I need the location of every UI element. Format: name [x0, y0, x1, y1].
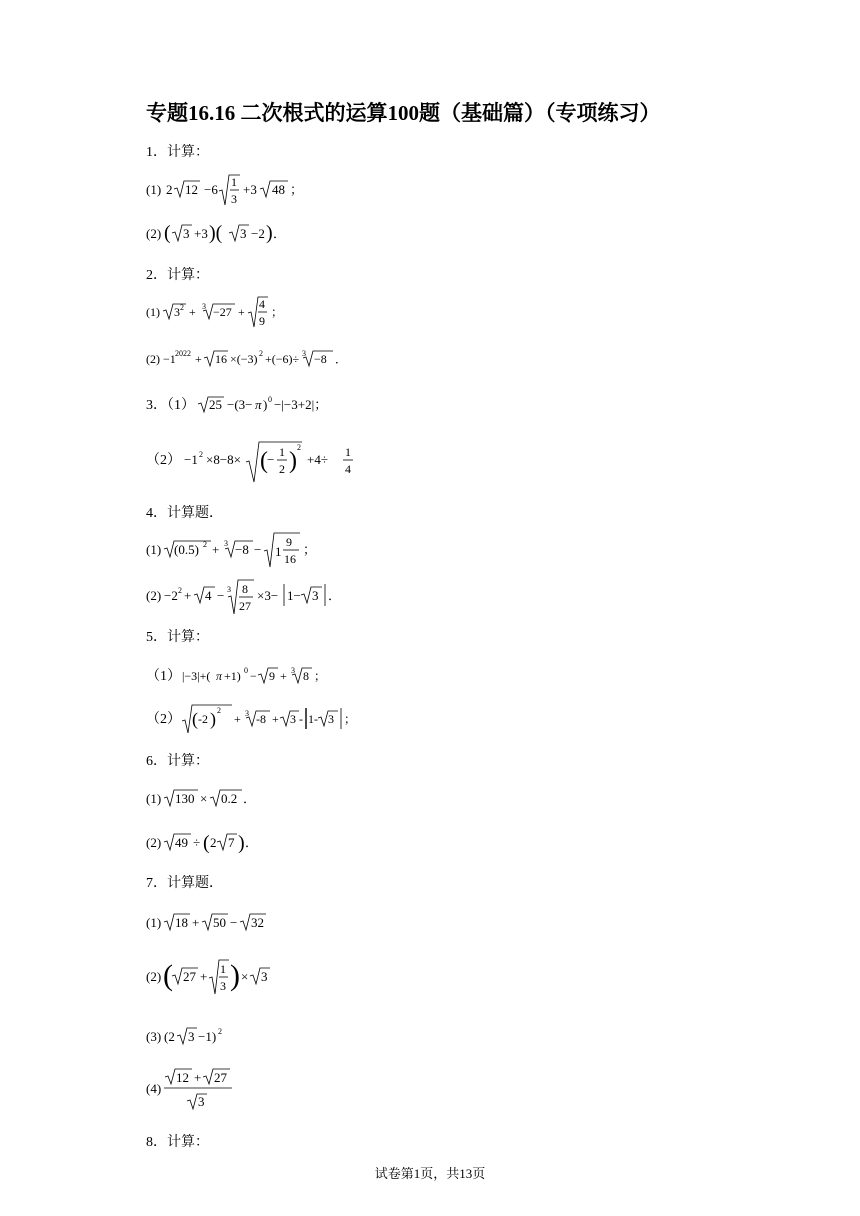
svg-text:+: + — [238, 305, 245, 319]
svg-text:3: 3 — [245, 709, 249, 718]
svg-text:+3: +3 — [243, 182, 257, 197]
svg-text:48: 48 — [272, 182, 285, 197]
svg-text:4: 4 — [345, 462, 351, 476]
svg-text:(2): (2) — [146, 226, 162, 241]
svg-text:(: ( — [164, 222, 171, 244]
svg-text:9: 9 — [269, 669, 275, 683]
svg-text:(1): (1) — [146, 305, 160, 319]
page-title: 专题16.16 二次根式的运算100题（基础篇）（专项练习） — [146, 101, 661, 125]
svg-text:2: 2 — [178, 586, 182, 595]
svg-text:2: 2 — [279, 462, 285, 476]
svg-text:1: 1 — [231, 175, 237, 189]
svg-text:−1: −1 — [184, 452, 198, 467]
question-5-label: 5．计算： — [146, 630, 209, 645]
svg-text:−|−3+2|；: −|−3+2|； — [274, 397, 328, 412]
svg-text:(: ( — [192, 709, 198, 729]
svg-text:−1): −1) — [198, 1029, 217, 1044]
svg-text:2: 2 — [203, 540, 207, 549]
svg-text:3: 3 — [261, 969, 268, 984]
q2-part2-expression — [146, 346, 466, 370]
svg-text:3: 3 — [291, 666, 295, 675]
question-4-label: 4．计算题． — [146, 506, 223, 521]
svg-text:．: ． — [243, 791, 257, 806]
svg-text:(0.5): (0.5) — [174, 542, 199, 557]
q6-part2-expression — [146, 828, 446, 856]
page-footer: 试卷第1页，共13页 — [374, 1166, 486, 1181]
q7-part2-expression — [146, 954, 446, 1000]
svg-text:0.2: 0.2 — [221, 791, 238, 806]
svg-text:+3: +3 — [194, 226, 208, 241]
svg-text:+(−6)÷: +(−6)÷ — [265, 352, 300, 366]
svg-text:+: + — [280, 669, 287, 683]
svg-text:2: 2 — [297, 443, 301, 452]
svg-text:−: − — [250, 669, 257, 683]
svg-text:0: 0 — [244, 666, 248, 675]
svg-text:3: 3 — [202, 302, 206, 311]
svg-text:3．（1）: 3．（1） — [146, 398, 195, 413]
svg-text:−: − — [267, 452, 275, 467]
question-7-label: 7．计算题． — [146, 876, 223, 891]
svg-text:−1: −1 — [163, 352, 176, 366]
svg-text:1−: 1− — [287, 588, 301, 603]
svg-text:．: ． — [328, 588, 342, 603]
svg-text:+: + — [189, 305, 196, 319]
svg-text:): ) — [266, 222, 273, 244]
svg-text:3: 3 — [231, 192, 237, 206]
svg-text:+: + — [192, 915, 200, 930]
q7-part1-expression — [146, 908, 446, 934]
svg-text:-8: -8 — [256, 712, 266, 726]
q7-part4-expression — [146, 1066, 446, 1112]
svg-text:(: ( — [163, 959, 173, 992]
svg-text:16: 16 — [215, 352, 227, 366]
svg-text:1-: 1- — [308, 712, 318, 726]
svg-text:+1): +1) — [224, 669, 241, 683]
svg-text:+: + — [234, 712, 241, 726]
svg-text:): ) — [230, 959, 240, 992]
q1-part1-expression — [146, 172, 446, 208]
svg-text:3: 3 — [188, 1029, 195, 1044]
svg-text:27: 27 — [214, 1070, 227, 1085]
question-6-label: 6．计算： — [146, 754, 209, 769]
svg-text:−2: −2 — [251, 226, 265, 241]
svg-text:．: ． — [273, 226, 287, 241]
svg-text:（2）: （2） — [146, 712, 181, 727]
svg-text:27: 27 — [183, 969, 196, 984]
svg-text:32: 32 — [251, 915, 264, 930]
q5-part1-expression — [146, 662, 466, 688]
svg-text:−8: −8 — [314, 352, 327, 366]
question-2-label: 2．计算： — [146, 268, 209, 283]
svg-text:27: 27 — [239, 599, 251, 613]
svg-text:(1): (1) — [146, 542, 162, 557]
svg-text:×: × — [241, 969, 249, 984]
svg-text:−27: −27 — [213, 305, 232, 319]
svg-text:(2): (2) — [146, 588, 162, 603]
svg-text:1: 1 — [345, 445, 351, 459]
question-1-label: 1．计算： — [146, 145, 209, 160]
svg-text:×(−3): ×(−3) — [230, 352, 258, 366]
q3-part2-expression — [146, 440, 466, 486]
q6-part1-expression — [146, 784, 446, 810]
svg-text:25: 25 — [209, 397, 222, 412]
svg-text:49: 49 — [175, 835, 188, 850]
svg-text:+: + — [194, 1070, 202, 1085]
svg-text:2: 2 — [218, 1027, 222, 1036]
svg-text:；: ； — [303, 542, 317, 557]
svg-text:4: 4 — [205, 588, 212, 603]
svg-text:(1): (1) — [146, 182, 162, 197]
svg-text:3: 3 — [224, 539, 228, 548]
svg-text:8: 8 — [242, 582, 248, 596]
svg-text:): ) — [210, 709, 216, 729]
q5-part2-expression — [146, 703, 466, 735]
svg-text:18: 18 — [175, 915, 188, 930]
svg-text:2: 2 — [180, 303, 184, 312]
svg-text:(: ( — [203, 832, 210, 854]
q1-part2-expression — [146, 219, 446, 249]
svg-text:): ) — [289, 448, 297, 474]
question-8-label: 8．计算： — [146, 1135, 209, 1150]
svg-text:−2: −2 — [164, 588, 178, 603]
svg-text:50: 50 — [213, 915, 226, 930]
svg-text:3: 3 — [220, 979, 226, 993]
svg-text:3: 3 — [183, 226, 190, 241]
svg-text:16: 16 — [284, 552, 296, 566]
svg-text:8: 8 — [303, 669, 309, 683]
svg-text:2: 2 — [217, 706, 221, 715]
svg-text:+: + — [184, 588, 192, 603]
q4-part1-expression — [146, 530, 466, 570]
svg-text:−6: −6 — [204, 182, 218, 197]
q4-part2-expression — [146, 578, 466, 618]
svg-text:；: ； — [290, 182, 304, 197]
svg-text:1: 1 — [275, 544, 282, 559]
svg-text:−: − — [254, 542, 262, 557]
svg-text:3: 3 — [198, 1094, 205, 1109]
svg-text:3: 3 — [174, 305, 180, 319]
svg-text:(1): (1) — [146, 915, 162, 930]
svg-text:π: π — [255, 397, 262, 412]
svg-text:(2: (2 — [164, 1029, 175, 1044]
svg-text:÷: ÷ — [193, 835, 201, 850]
svg-text:；: ； — [271, 305, 284, 319]
svg-text:(1): (1) — [146, 791, 162, 806]
svg-text:．: ． — [335, 352, 348, 366]
svg-text:2: 2 — [199, 450, 203, 459]
svg-text:−(3−: −(3− — [227, 397, 253, 412]
svg-text:9: 9 — [286, 535, 292, 549]
svg-text:9: 9 — [259, 314, 265, 328]
q7-part3-expression — [146, 1022, 446, 1048]
svg-text:+: + — [200, 969, 208, 984]
svg-text:(2): (2) — [146, 969, 162, 984]
svg-text:+: + — [212, 542, 220, 557]
svg-text:；: ； — [344, 712, 357, 726]
svg-text:-2: -2 — [198, 712, 208, 726]
svg-text:3: 3 — [302, 349, 306, 358]
svg-text:2: 2 — [210, 835, 217, 850]
svg-text:−8: −8 — [235, 542, 249, 557]
svg-text:+: + — [272, 712, 279, 726]
svg-text:(4): (4) — [146, 1081, 162, 1096]
svg-text:12: 12 — [185, 182, 198, 197]
svg-text:3: 3 — [312, 588, 319, 603]
svg-text:(: ( — [260, 448, 268, 474]
svg-text:；: ； — [314, 669, 327, 683]
svg-text:(2): (2) — [146, 835, 162, 850]
svg-text:130: 130 — [175, 791, 195, 806]
svg-text:（1）: （1） — [146, 669, 181, 684]
svg-text:): ) — [263, 397, 268, 412]
svg-text:4: 4 — [259, 297, 265, 311]
svg-text:×: × — [200, 791, 208, 806]
svg-text:+: + — [195, 352, 202, 366]
svg-text:3: 3 — [227, 585, 231, 594]
svg-text:): ) — [238, 832, 245, 854]
svg-text:2: 2 — [166, 182, 173, 197]
svg-text:-: - — [299, 712, 303, 726]
svg-text:−: − — [217, 588, 225, 603]
svg-text:1: 1 — [220, 962, 226, 976]
svg-text:−: − — [230, 915, 238, 930]
svg-text:．: ． — [245, 835, 259, 850]
svg-text:×8−8×: ×8−8× — [206, 452, 241, 467]
svg-text:2: 2 — [259, 349, 263, 358]
svg-text:+4÷: +4÷ — [307, 452, 328, 467]
svg-text:|−3|+(: |−3|+( — [182, 669, 211, 683]
svg-text:7: 7 — [228, 835, 235, 850]
q3-part1-expression — [146, 391, 466, 417]
svg-text:×3−: ×3− — [257, 588, 279, 603]
svg-text:1: 1 — [279, 445, 285, 459]
svg-text:3: 3 — [290, 712, 296, 726]
svg-text:(3): (3) — [146, 1029, 162, 1044]
svg-text:2022: 2022 — [175, 349, 191, 358]
svg-text:)(: )( — [209, 222, 223, 244]
q2-part1-expression — [146, 294, 446, 330]
svg-text:（2）: （2） — [146, 453, 181, 468]
svg-text:3: 3 — [240, 226, 247, 241]
svg-text:(2): (2) — [146, 352, 160, 366]
svg-text:12: 12 — [176, 1070, 189, 1085]
svg-text:0: 0 — [268, 395, 272, 404]
svg-text:π: π — [216, 669, 223, 683]
svg-text:3: 3 — [328, 712, 334, 726]
